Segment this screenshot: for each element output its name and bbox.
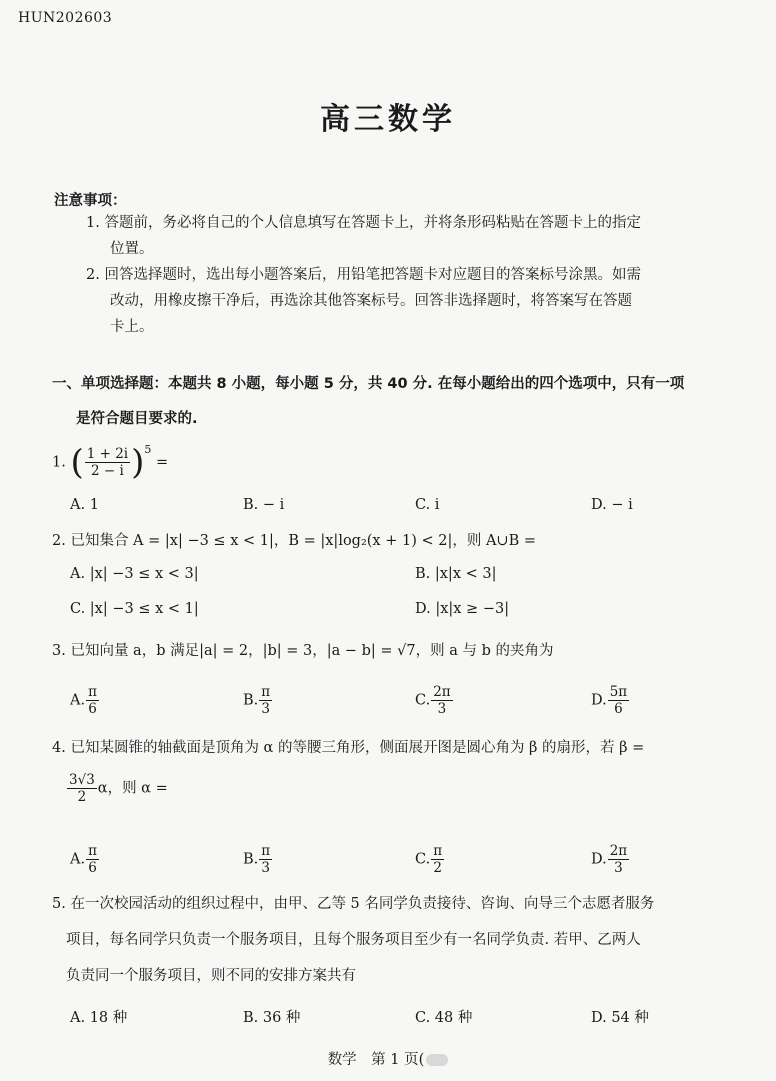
fraction-numerator: π — [433, 843, 443, 859]
fraction-denominator: 6 — [88, 701, 97, 717]
fraction-denominator: 3 — [261, 860, 270, 876]
fraction — [67, 772, 97, 805]
exam-code: HUN202603 — [18, 10, 113, 26]
fraction-denominator: 6 — [614, 701, 623, 717]
option-label: B. — [243, 692, 259, 709]
fraction — [259, 684, 272, 717]
fraction-numerator: π — [88, 684, 97, 700]
q3-option-d — [591, 684, 630, 717]
question-4: 4. 已知某圆锥的轴截面是顶角为 α 的等腰三角形，侧面展开图是圆心角为 β 的扇形，若 β = — [52, 740, 645, 756]
q1-option-a: A. 1 — [70, 497, 99, 513]
option-label: C. — [415, 851, 431, 868]
page-footer — [0, 1048, 776, 1069]
equals: = — [155, 454, 169, 471]
q3-option-b — [243, 684, 273, 717]
q2-option-c: C. |x| −3 ≤ x < 1| — [70, 601, 199, 617]
fraction-numerator: 2π — [609, 843, 628, 859]
fraction-numerator: π — [261, 843, 271, 859]
fraction-numerator: π — [261, 684, 271, 700]
fraction — [431, 843, 444, 876]
fraction-numerator: 1 + 2i — [86, 446, 129, 462]
q2-option-d: D. |x|x ≥ −3| — [415, 601, 510, 617]
fraction-denominator: 2 — [77, 789, 87, 805]
q5-option-d: D. 54 种 — [591, 1010, 649, 1026]
option-label: D. — [591, 851, 607, 868]
fraction-denominator: 3 — [614, 860, 623, 876]
fraction — [86, 843, 99, 876]
right-paren: ) — [131, 442, 145, 483]
fraction — [608, 684, 629, 717]
fraction — [86, 684, 99, 717]
section-heading: 一、单项选择题：本题共 8 小题，每小题 5 分，共 40 分. 在每小题给出的四个选项中，只有一项 — [52, 376, 685, 392]
q2-option-b: B. |x|x < 3| — [415, 566, 497, 582]
q3-option-c — [415, 684, 454, 717]
q2-option-a: A. |x| −3 ≤ x < 3| — [70, 566, 199, 582]
question-5-line: 项目，每名同学只负责一个服务项目，且每个服务项目至少有一名同学负责. 若甲、乙两人 — [66, 932, 641, 948]
option-label: A. — [70, 851, 86, 868]
question-4-tail: α，则 α = — [97, 780, 168, 797]
fraction — [608, 843, 629, 876]
note-line: 改动，用橡皮擦干净后，再选涂其他答案标号。回答非选择题时，将答案写在答题 — [110, 293, 632, 309]
note-line: 卡上。 — [110, 319, 154, 335]
fraction-denominator: 2 − i — [91, 463, 124, 479]
question-1 — [52, 442, 742, 483]
question-3: 3. 已知向量 a，b 满足|a| = 2，|b| = 3，|a − b| = √7，则 a 与 b 的夹角为 — [52, 643, 554, 659]
question-4-cont — [66, 772, 756, 805]
option-label: B. — [243, 851, 259, 868]
fraction-numerator: 5π — [609, 684, 628, 700]
notes-heading: 注意事项： — [54, 193, 127, 209]
q5-option-a: A. 18 种 — [70, 1010, 128, 1026]
fraction — [85, 446, 130, 479]
fraction — [431, 684, 452, 717]
fraction-denominator: 2 — [433, 860, 442, 876]
fraction-denominator: 6 — [88, 860, 97, 876]
q4-option-d — [591, 843, 630, 876]
fraction-numerator: π — [88, 843, 97, 859]
option-label: D. — [591, 692, 607, 709]
fraction-denominator: 3 — [261, 701, 270, 717]
option-label: A. — [70, 692, 86, 709]
q5-option-c: C. 48 种 — [415, 1010, 473, 1026]
note-line: 1. 答题前，务必将自己的个人信息填写在答题卡上，并将条形码粘贴在答题卡上的指定 — [86, 215, 641, 231]
q3-option-a — [70, 684, 100, 717]
fraction-numerator: 3√3 — [69, 772, 95, 788]
question-5-line: 5. 在一次校园活动的组织过程中，由甲、乙等 5 名同学负责接待、咨询、向导三个志愿者服务 — [52, 896, 655, 912]
question-number: 1. — [52, 454, 66, 471]
exponent: 5 — [144, 442, 152, 456]
note-line: 2. 回答选择题时，选出每小题答案后，用铅笔把答题卡对应题目的答案标号涂黑。如需 — [86, 267, 641, 283]
fraction-denominator: 3 — [437, 701, 447, 717]
page-title: 高三数学 — [320, 102, 456, 137]
question-2: 2. 已知集合 A = |x| −3 ≤ x < 1|，B = |x|log₂(x + 1) < 2|，则 A∪B = — [52, 533, 536, 549]
note-line: 位置。 — [110, 241, 154, 257]
q4-option-c — [415, 843, 445, 876]
footer-text: 数学 第 1 页( — [327, 1052, 425, 1068]
q1-option-c: C. i — [415, 497, 440, 513]
q4-option-a — [70, 843, 100, 876]
q1-option-b: B. − i — [243, 497, 285, 513]
fraction-numerator: 2π — [433, 684, 451, 700]
q4-option-b — [243, 843, 273, 876]
q5-option-b: B. 36 种 — [243, 1010, 301, 1026]
question-5-line: 负责同一个服务项目，则不同的安排方案共有 — [66, 968, 356, 984]
q1-option-d: D. − i — [591, 497, 633, 513]
option-label: C. — [415, 692, 431, 709]
fraction — [259, 843, 272, 876]
section-heading-cont: 是符合题目要求的. — [76, 411, 198, 427]
left-paren: ( — [70, 442, 84, 483]
smudge-mark — [426, 1054, 448, 1066]
